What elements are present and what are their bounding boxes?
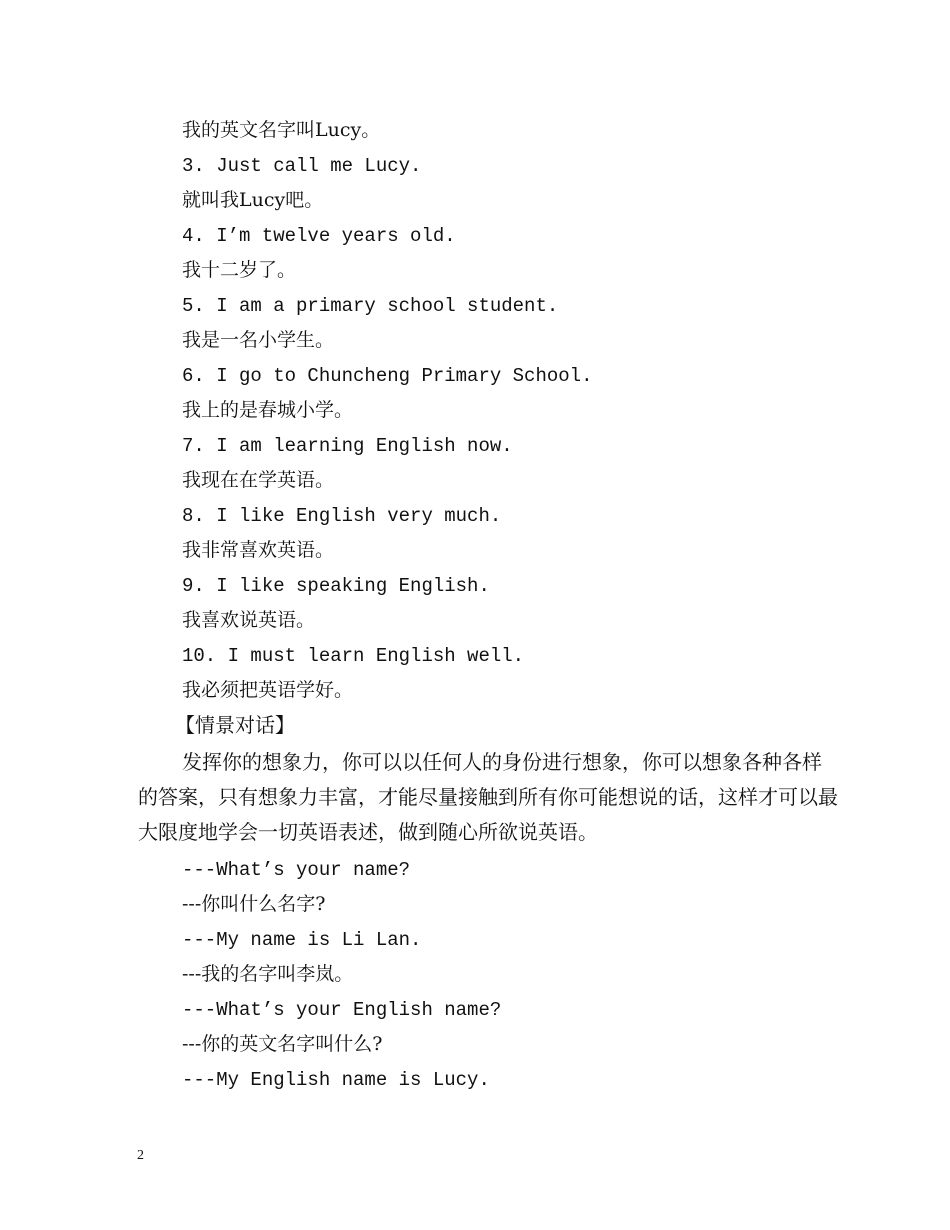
dialogue-line: ---你的英文名字叫什么? bbox=[182, 1033, 383, 1055]
text-line: 4. I’m twelve years old. bbox=[182, 225, 456, 247]
dialogue-line: ---What’s your English name? bbox=[182, 999, 502, 1021]
section-heading: 【情景对话】 bbox=[175, 713, 295, 737]
text-line: 5. I am a primary school student. bbox=[182, 295, 559, 317]
body-paragraph bbox=[138, 745, 838, 850]
text-line: 我喜欢说英语。 bbox=[182, 609, 316, 631]
text-line: 7. I am learning English now. bbox=[182, 435, 513, 457]
text-line: 9. I like speaking English. bbox=[182, 575, 490, 597]
paragraph-text: 发挥你的想象力，你可以以任何人的身份进行想象，你可以想象各种各样的答案，只有想象力丰富，才能尽量接触到所有你可能想说的话，这样才可以最大限度地学会一切英语表述，做到随心所欲说英语。 bbox=[138, 750, 838, 844]
text-line: 我非常喜欢英语。 bbox=[182, 539, 335, 561]
text-line: 我十二岁了。 bbox=[182, 259, 297, 281]
text-line: 我上的是春城小学。 bbox=[182, 399, 354, 421]
page-number: 2 bbox=[137, 1148, 144, 1163]
dialogue-line: ---你叫什么名字? bbox=[182, 893, 326, 915]
text-line: 我必须把英语学好。 bbox=[182, 679, 354, 701]
dialogue-line: ---What’s your name? bbox=[182, 859, 411, 881]
text-line: 6. I go to Chuncheng Primary School. bbox=[182, 365, 593, 387]
dialogue-line: ---我的名字叫李岚。 bbox=[182, 963, 354, 985]
dialogue-line: ---My name is Li Lan. bbox=[182, 929, 422, 951]
dialogue-line: ---My English name is Lucy. bbox=[182, 1069, 490, 1091]
text-line: 3. Just call me Lucy. bbox=[182, 155, 422, 177]
text-line: 就叫我Lucy吧。 bbox=[182, 189, 324, 211]
text-line: 10. I must learn English well. bbox=[182, 645, 525, 667]
text-line: 我的英文名字叫Lucy。 bbox=[182, 119, 381, 141]
text-line: 我现在在学英语。 bbox=[182, 469, 335, 491]
text-line: 8. I like English very much. bbox=[182, 505, 502, 527]
text-line: 我是一名小学生。 bbox=[182, 329, 335, 351]
